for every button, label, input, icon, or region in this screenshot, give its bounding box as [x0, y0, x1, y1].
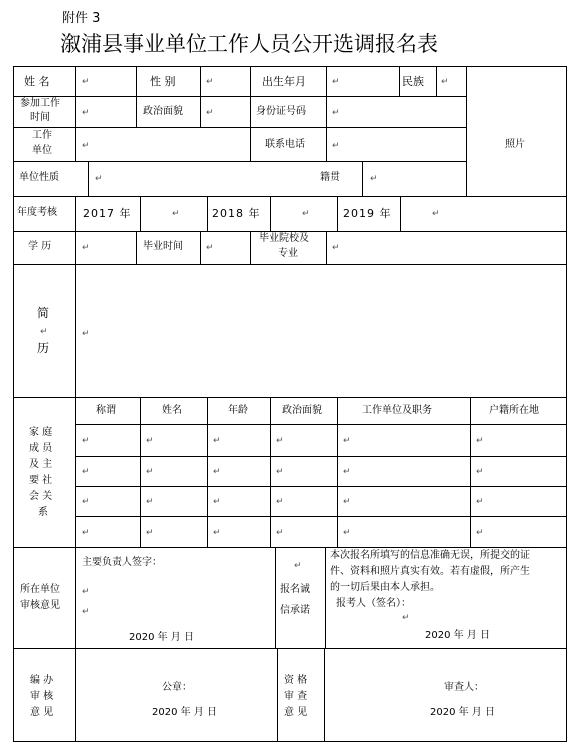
applicant-signature-label: 报考人（签名）：: [336, 598, 411, 609]
family-col-hukou: 户籍所在地: [489, 405, 539, 416]
paragraph-mark: ↵: [82, 243, 90, 253]
family-label-5: 会 关: [29, 491, 53, 502]
family-label-3: 及 主: [29, 459, 53, 470]
ethnicity-label: 民族: [402, 75, 424, 88]
phone-label: 联系电话: [265, 139, 305, 150]
paragraph-mark: ↵: [95, 174, 103, 184]
resume-label-2: 历: [37, 341, 50, 355]
family-col-name: 姓名: [162, 405, 182, 416]
paragraph-mark: ↵: [206, 243, 214, 253]
unit-nature-label: 单位性质: [19, 172, 59, 183]
resume-label: 简: [37, 306, 50, 320]
name-label: 姓 名: [24, 75, 50, 88]
office-review-label-3: 意 见: [30, 707, 54, 718]
paragraph-mark: ↵: [441, 77, 449, 87]
paragraph-mark: ↵: [206, 108, 214, 118]
work-start-label: 参加工作: [20, 98, 60, 109]
pledge-text-3: 的一切后果由本人承担。: [330, 582, 440, 593]
birth-label: 出生年月: [262, 75, 306, 88]
family-label-6: 系: [38, 507, 48, 518]
native-label: 籍贯: [320, 172, 340, 183]
paragraph-mark: ↵: [332, 243, 340, 253]
paragraph-mark: ↵: [294, 561, 302, 571]
office-review-label-1: 编 办: [30, 675, 54, 686]
pledge-text-1: 本次报名所填写的信息准确无误，所提交的证: [330, 550, 530, 561]
pledge-date: 2020 年 月 日: [425, 630, 490, 641]
photo-label: 照片: [505, 139, 525, 150]
assessment-label: 年度考核: [17, 207, 57, 218]
grad-time-label: 毕业时间: [143, 241, 183, 252]
paragraph-mark: ↵: [370, 174, 378, 184]
qualification-label-2: 审 查: [284, 691, 308, 702]
reviewer-label: 审查人：: [444, 682, 484, 693]
leader-signature-label: 主要负责人签字：: [82, 557, 162, 568]
paragraph-mark: ↵: [332, 141, 340, 151]
qualification-date: 2020 年 月 日: [430, 707, 495, 718]
paragraph-mark: ↵: [332, 77, 340, 87]
office-review-label-2: 审 核: [30, 691, 54, 702]
education-label: 学 历: [28, 241, 52, 252]
family-label-2: 成 员: [29, 443, 53, 454]
work-start-label-2: 时间: [30, 112, 50, 123]
family-label-1: 家 庭: [29, 427, 53, 438]
paragraph-mark: ↵: [206, 77, 214, 87]
year-2018: 2018 年: [212, 207, 261, 220]
work-unit-label: 工作: [32, 130, 52, 141]
paragraph-mark: ↵: [82, 77, 90, 87]
form-title: 溆浦县事业单位工作人员公开选调报名表: [60, 32, 438, 56]
unit-review-label-2: 审核意见: [20, 600, 60, 611]
paragraph-mark: ↵: [82, 587, 90, 597]
family-col-political: 政治面貌: [282, 405, 322, 416]
work-unit-label-2: 单位: [32, 145, 52, 156]
paragraph-mark: ↵: [172, 209, 180, 219]
school-label: 毕业院校及: [259, 233, 309, 244]
attachment-label: 附件 3: [62, 11, 101, 26]
unit-review-date: 2020 年 月 日: [129, 632, 194, 643]
paragraph-mark: ↵: [82, 108, 90, 118]
paragraph-mark: ↵: [432, 209, 440, 219]
family-col-employer: 工作单位及职务: [362, 405, 432, 416]
qualification-label-3: 意 见: [284, 707, 308, 718]
gender-label: 性 别: [150, 75, 176, 88]
political-label: 政治面貌: [143, 106, 183, 117]
paragraph-mark: ↵: [332, 108, 340, 118]
qualification-label-1: 资 格: [284, 675, 308, 686]
paragraph-mark: ↵: [82, 141, 90, 151]
family-label-4: 要 社: [29, 475, 53, 486]
paragraph-mark: ↵: [82, 607, 90, 617]
family-col-title: 称谓: [96, 405, 116, 416]
school-label-2: 专业: [278, 248, 298, 259]
paragraph-mark: ↵: [302, 209, 310, 219]
id-number-label: 身份证号码: [256, 106, 306, 117]
unit-review-label: 所在单位: [20, 584, 60, 595]
year-2017: 2017 年: [83, 207, 132, 220]
family-col-age: 年龄: [228, 405, 248, 416]
official-seal-label: 公章：: [162, 682, 192, 693]
paragraph-mark: ↵: [82, 329, 90, 339]
paragraph-mark: ↵: [40, 327, 48, 337]
pledge-label-2: 信承诺: [280, 605, 310, 616]
office-review-date: 2020 年 月 日: [152, 707, 217, 718]
paragraph-mark: ↵: [402, 613, 410, 623]
pledge-label: 报名诚: [280, 584, 310, 595]
pledge-text-2: 件、资料和照片真实有效。若有虚假，所产生: [330, 566, 530, 577]
year-2019: 2019 年: [343, 207, 392, 220]
